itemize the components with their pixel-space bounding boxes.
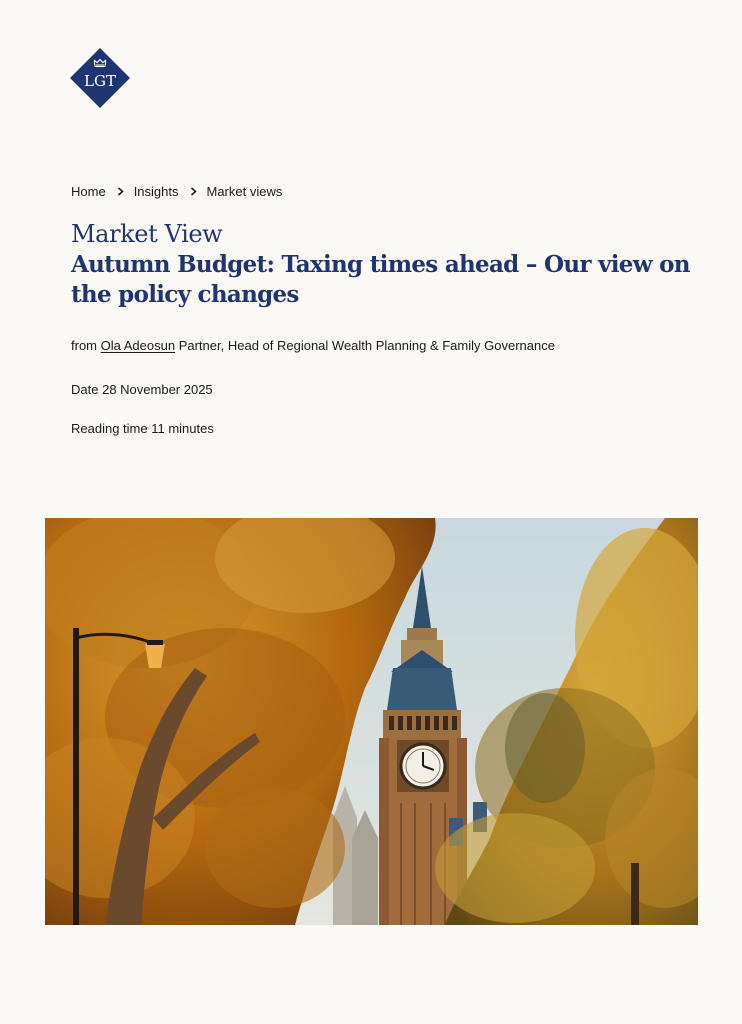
author-prefix: from <box>71 338 97 353</box>
reading-time-label: Reading time <box>71 421 148 436</box>
logo-text: LGT <box>84 72 116 90</box>
breadcrumb-home[interactable]: Home <box>71 184 106 199</box>
chevron-right-icon <box>117 187 124 196</box>
breadcrumb <box>71 184 282 199</box>
reading-time-line <box>71 421 214 436</box>
article-eyebrow: Market View <box>71 220 223 248</box>
author-role: Partner, Head of Regional Wealth Planning & Family Governance <box>178 338 555 353</box>
hero-image <box>45 518 698 925</box>
breadcrumb-insights[interactable]: Insights <box>133 184 179 199</box>
breadcrumb-market-views[interactable]: Market views <box>206 184 283 199</box>
author-link[interactable]: Ola Adeosun <box>100 338 176 353</box>
date-value: 28 November 2025 <box>102 382 213 397</box>
date-label: Date <box>71 382 99 397</box>
article-headline <box>71 219 691 310</box>
chevron-right-icon <box>190 187 197 196</box>
date-line <box>71 382 213 397</box>
lgt-logo[interactable] <box>70 48 130 108</box>
reading-time-value: 11 minutes <box>151 421 214 436</box>
article-title: Autumn Budget: Taxing times ahead – Our view on the policy changes <box>71 251 690 308</box>
author-line <box>71 338 555 353</box>
